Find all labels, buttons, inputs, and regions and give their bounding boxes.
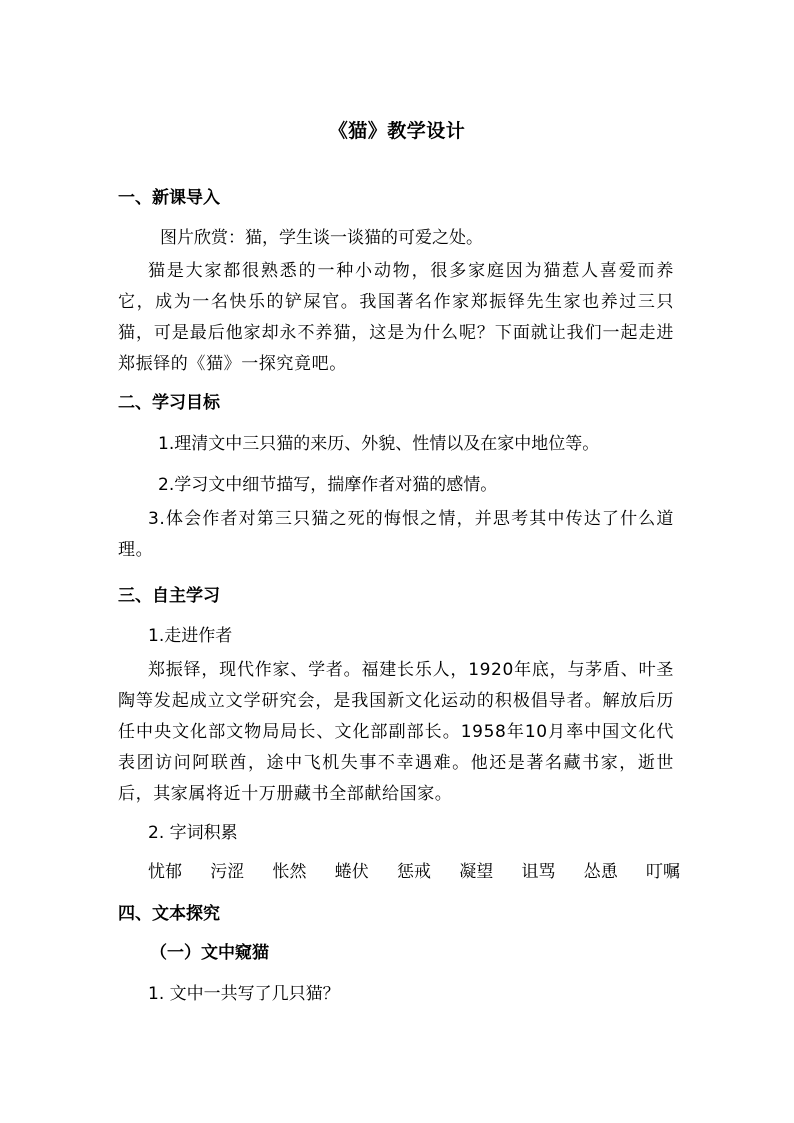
subheading-cats-in-text: （一）文中窥猫 <box>150 943 269 963</box>
vocab-word: 怅然 <box>272 862 307 882</box>
vocab-word: 凝望 <box>459 862 494 882</box>
vocabulary-list <box>148 857 680 882</box>
goal-item-1: 1.理清文中三只猫的来历、外貌、性情以及在家中地位等。 <box>158 434 600 454</box>
subheading-author: 1.走进作者 <box>148 626 233 646</box>
vocab-word: 诅骂 <box>521 862 556 882</box>
goal-item-3: 3.体会作者对第三只猫之死的悔恨之情，并思考其中传达了什么道理。 <box>118 509 674 560</box>
author-bio-paragraph: 郑振铎，现代作家、学者。福建长乐人，1920年底，与茅盾、叶圣陶等发起成立文学研究会，是我国新文化运动的积极倡导者。解放后历任中央文化部文物局局长、文化部副部长。1958年10月率中国文化代表团访问阿联酋，途中飞机失事不幸遇难。他还是著名藏书家，逝世后，其家属将近十万册藏书全部献给国家。 <box>118 660 674 804</box>
vocab-word: 惩戒 <box>397 862 431 882</box>
intro-paragraph-2: 猫是大家都很熟悉的一种小动物，很多家庭因为猫惹人喜爱而养它，成为一名快乐的铲屎官。我国著名作家郑振铎先生家也养过三只猫，可是最后他家却永不养猫，这是为什么呢？下面就让我们一起走进郑振铎的《猫》一探究竟吧。 <box>118 261 674 374</box>
vocab-word: 怂恿 <box>583 862 618 882</box>
intro-paragraph-1: 图片欣赏：猫，学生谈一谈猫的可爱之处。 <box>160 228 483 248</box>
goal-item-2: 2.学习文中细节描写，揣摩作者对猫的感情。 <box>158 475 498 495</box>
vocab-word: 叮嘱 <box>646 862 680 882</box>
section-heading-self-study: 三、自主学习 <box>118 586 220 606</box>
vocab-word: 蜷伏 <box>334 862 369 882</box>
section-heading-text-exploration: 四、文本探究 <box>118 904 220 924</box>
question-1: 1. 文中一共写了几只猫？ <box>148 984 340 1004</box>
vocab-word: 污涩 <box>210 862 245 882</box>
section-heading-intro: 一、新课导入 <box>118 188 220 208</box>
vocab-word: 忧郁 <box>148 862 182 882</box>
subheading-vocabulary: 2. 字词积累 <box>148 823 238 843</box>
document-title: 《猫》教学设计 <box>328 120 466 142</box>
section-heading-goals: 二、学习目标 <box>118 393 220 413</box>
